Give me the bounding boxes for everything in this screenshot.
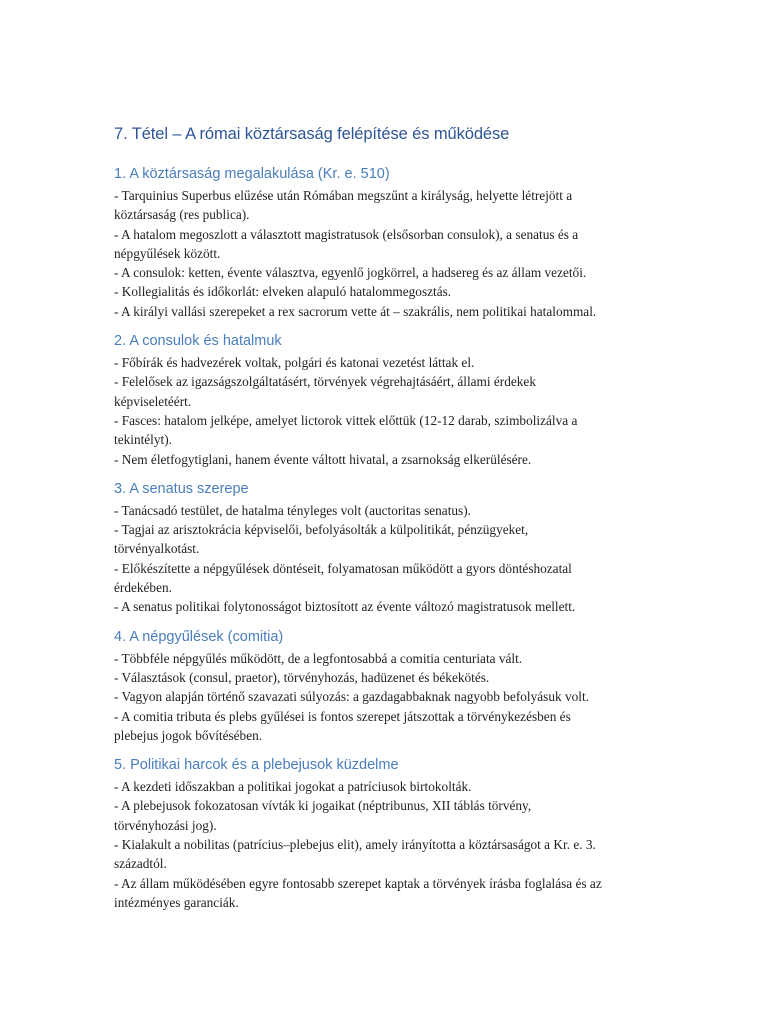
document-content [114, 122, 659, 922]
section-body [114, 649, 659, 745]
text-line: köztársaság (res publica). [114, 207, 250, 223]
text-line: plebejus jogok bővítésében. [114, 727, 263, 743]
section-body [114, 501, 659, 617]
text-line: - A királyi vallási szerepeket a rex sacrorum vette át – szakrális, nem politikai hatalommal. [114, 303, 597, 319]
text-line: - A hatalom megoszlott a választott magistratusok (elsősorban consulok), a senatus és a [114, 226, 579, 242]
text-line: - Nem életfogytiglani, hanem évente váltott hivatal, a zsarnokság elkerülésére. [114, 451, 532, 467]
section-heading: 1. A köztársaság megalakulása (Kr. e. 510) [114, 166, 390, 182]
text-line: - A plebejusok fokozatosan vívták ki jogaikat (néptribunus, XII táblás törvény, [114, 798, 532, 814]
text-line: - A kezdeti időszakban a politikai jogokat a patríciusok birtokolták. [114, 779, 472, 795]
section-heading: 2. A consulok és hatalmuk [114, 333, 282, 350]
text-line: népgyűlések között. [114, 245, 221, 261]
section-1 [114, 164, 659, 321]
text-line: - A consulok: ketten, évente választva, egyenlő jogkörrel, a hadsereg és az állam vezetői. [114, 265, 587, 281]
text-line: - Főbírák és hadvezérek voltak, polgári és katonai vezetést láttak el. [114, 355, 475, 371]
section-heading: 3. A senatus szerepe [114, 480, 249, 497]
text-line: - Előkészítette a népgyűlések döntéseit, folyamatosan működött a gyors döntéshozatal [114, 560, 572, 576]
text-line: törvényhozási jog). [114, 817, 217, 833]
text-line: érdekében. [114, 580, 172, 596]
text-line: tekintélyt). [114, 432, 172, 448]
text-line: - Az állam működésében egyre fontosabb szerepet kaptak a törvények írásba foglalása és az [114, 875, 602, 891]
text-line: - Felelősek az igazságszolgáltatásért, törvények végrehajtásáért, állami érdekek [114, 374, 536, 390]
section-5 [114, 755, 659, 912]
section-body [114, 777, 659, 912]
text-line: képviseletéért. [114, 393, 192, 409]
text-line: - Kialakult a nobilitas (patrícius–plebejus elit), amely irányította a köztársaságot a Kr. e. 3. [114, 837, 596, 853]
text-line: - Választások (consul, praetor), törvényhozás, hadüzenet és békekötés. [114, 669, 490, 685]
text-line: századtól. [114, 856, 167, 872]
text-line: - Kollegialitás és időkorlát: elveken alapuló hatalommegosztás. [114, 284, 452, 300]
section-3 [114, 479, 659, 617]
text-line: - Tarquinius Superbus elűzése után Rómában megszűnt a királyság, helyette létrejött a [114, 188, 573, 203]
sections-container [114, 164, 659, 912]
text-line: - Tagjai az arisztokrácia képviselői, befolyásolták a külpolitikát, pénzügyeket, [114, 522, 529, 538]
section-4 [114, 627, 659, 745]
text-line: - Többféle népgyűlés működött, de a legfontosabbá a comitia centuriata vált. [114, 650, 523, 666]
text-line: - A senatus politikai folytonosságot biztosított az évente változó magistratusok mellett. [114, 599, 576, 615]
section-body [114, 353, 659, 469]
document-title: 7. Tétel – A római köztársaság felépítése és működése [114, 125, 510, 143]
section-heading: 4. A népgyűlések (comitia) [114, 628, 284, 645]
section-2 [114, 331, 659, 469]
text-line: - Vagyon alapján történő szavazati súlyozás: a gazdagabbaknak nagyobb befolyásuk volt. [114, 689, 589, 705]
text-line: - Tanácsadó testület, de hatalma tényleges volt (auctoritas senatus). [114, 502, 471, 518]
section-body [114, 186, 659, 321]
section-heading: 5. Politikai harcok és a plebejusok küzdelme [114, 757, 399, 774]
text-line: intézményes garanciák. [114, 894, 239, 910]
text-line: - Fasces: hatalom jelképe, amelyet lictorok vittek előttük (12-12 darab, szimbolizálva a [114, 412, 578, 428]
text-line: törvényalkotást. [114, 541, 200, 557]
text-line: - A comitia tributa és plebs gyűlései is fontos szerepet játszottak a törvénykezésben és [114, 708, 571, 724]
